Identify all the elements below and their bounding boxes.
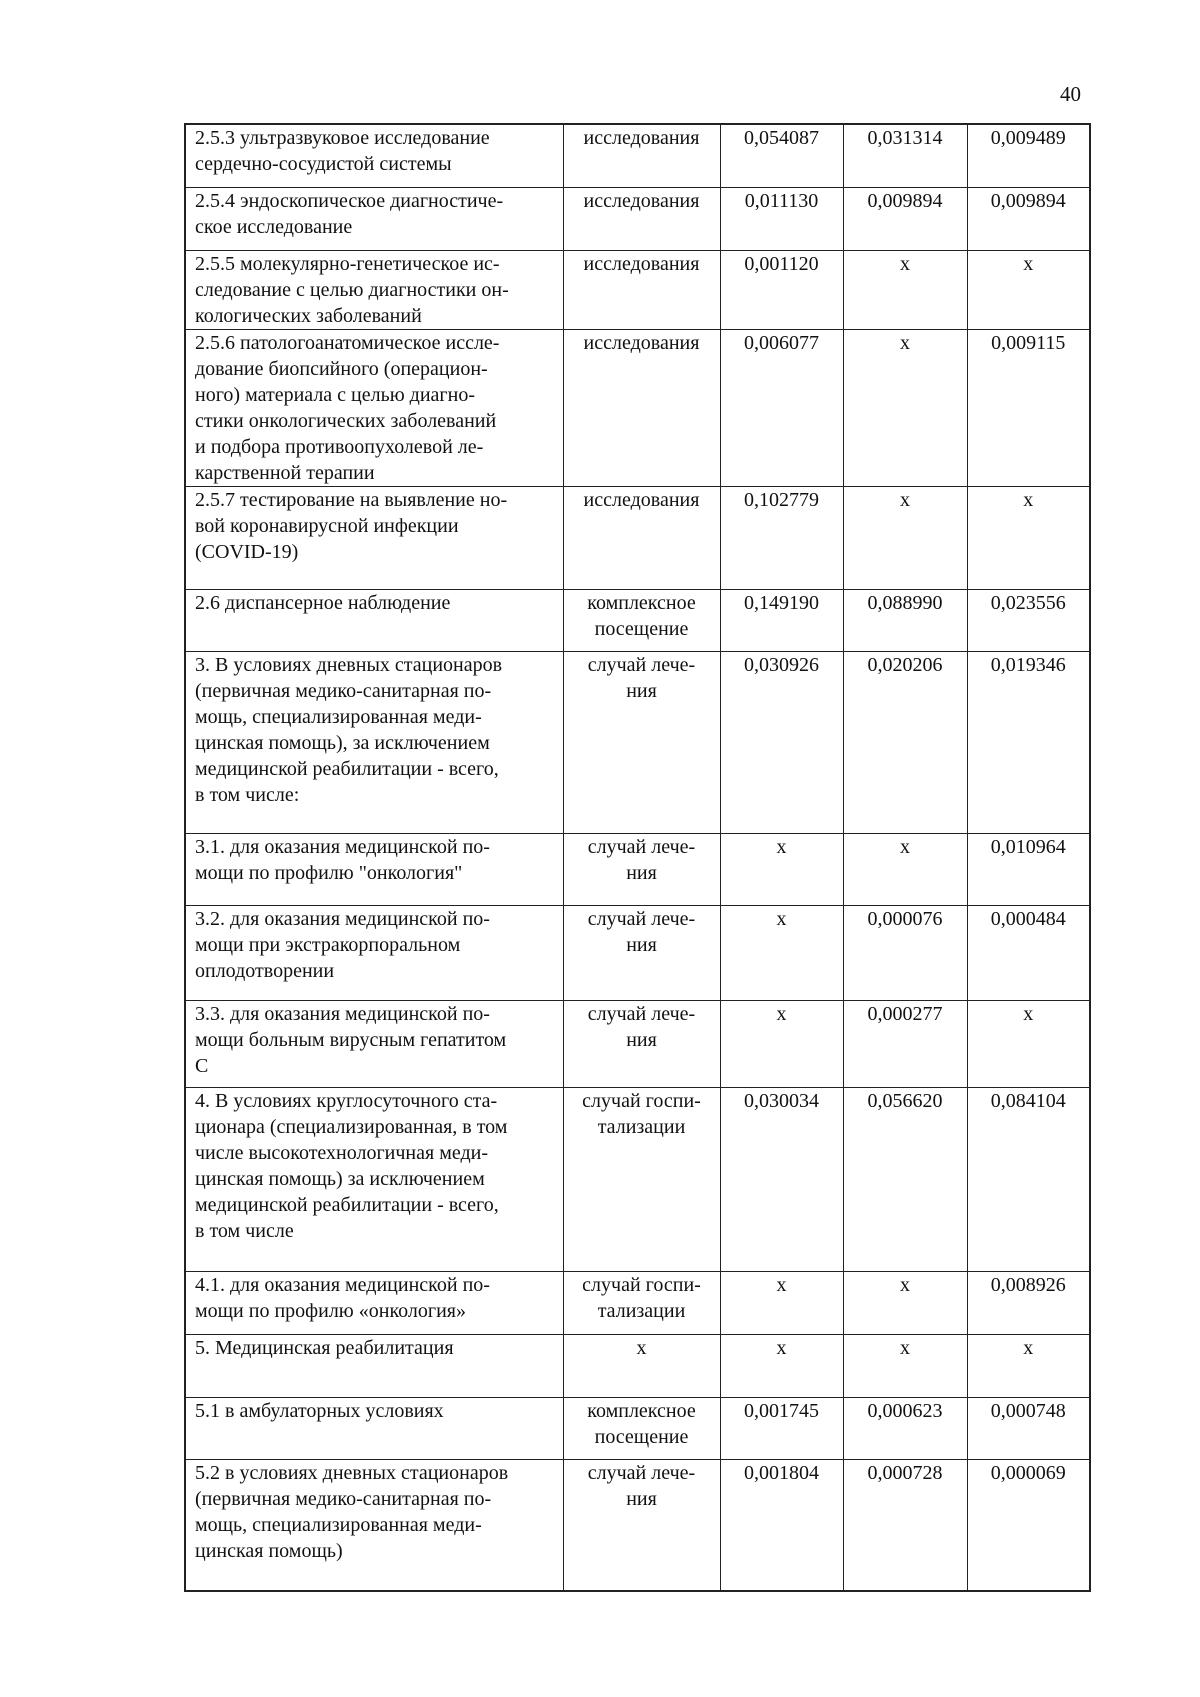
value-cell-2 bbox=[843, 187, 967, 250]
value-2: х bbox=[900, 835, 910, 858]
value-1: 0,011130 bbox=[744, 189, 819, 212]
row-label: 3.2. для оказания медицинской по- мощи при экстракорпоральном оплодотворении bbox=[195, 907, 490, 982]
unit-label: комплексное посещение bbox=[587, 1399, 696, 1448]
row-label: 3.1. для оказания медицинской по- мощи по профилю "онкология" bbox=[195, 835, 490, 884]
value-cell-3 bbox=[967, 1334, 1090, 1397]
value-3: х bbox=[1023, 252, 1034, 275]
value-cell-2 bbox=[843, 1087, 967, 1271]
row-label-cell bbox=[185, 905, 563, 1000]
value-3: х bbox=[1023, 488, 1034, 511]
value-cell-2 bbox=[843, 1271, 967, 1334]
value-cell-1 bbox=[720, 486, 843, 589]
value-3: 0,009115 bbox=[991, 331, 1066, 354]
value-2: 0,000076 bbox=[867, 907, 943, 930]
page-number: 40 bbox=[1060, 82, 1081, 106]
table-row bbox=[185, 589, 1090, 651]
unit-label: случай лече- ния bbox=[587, 835, 696, 884]
value-cell-3 bbox=[967, 1397, 1090, 1459]
value-3: 0,009894 bbox=[990, 189, 1066, 212]
row-label-cell bbox=[185, 124, 563, 187]
table-row bbox=[185, 651, 1090, 833]
row-label-cell bbox=[185, 1397, 563, 1459]
row-label: 2.5.4 эндоскопическое диагностиче- ское исследование bbox=[195, 189, 504, 238]
unit-cell bbox=[563, 124, 720, 187]
table-row bbox=[185, 486, 1090, 589]
unit-label: исследования bbox=[583, 488, 700, 511]
row-label-cell bbox=[185, 329, 563, 486]
unit-label: случай лече- ния bbox=[587, 653, 696, 702]
value-1: 0,102779 bbox=[744, 488, 819, 511]
value-cell-1 bbox=[720, 905, 843, 1000]
row-label: 4.1. для оказания медицинской по- мощи по профилю «онкология» bbox=[195, 1273, 490, 1322]
value-cell-3 bbox=[967, 651, 1090, 833]
value-cell-1 bbox=[720, 1334, 843, 1397]
value-3: 0,023556 bbox=[990, 591, 1066, 614]
value-2: 0,000623 bbox=[867, 1399, 943, 1422]
table-row bbox=[185, 1459, 1090, 1591]
value-1: 0,149190 bbox=[744, 591, 819, 614]
value-cell-1 bbox=[720, 329, 843, 486]
unit-label: случай госпи- тализации bbox=[582, 1273, 701, 1322]
unit-cell bbox=[563, 1397, 720, 1459]
value-3: х bbox=[1023, 1336, 1034, 1359]
value-1: 0,001745 bbox=[744, 1399, 819, 1422]
value-cell-3 bbox=[967, 589, 1090, 651]
value-1: х bbox=[776, 1273, 787, 1296]
value-3: 0,000748 bbox=[990, 1399, 1066, 1422]
table-row bbox=[185, 124, 1090, 187]
row-label-cell bbox=[185, 250, 563, 329]
value-cell-2 bbox=[843, 651, 967, 833]
table-row bbox=[185, 1334, 1090, 1397]
row-label-cell bbox=[185, 1087, 563, 1271]
unit-cell bbox=[563, 905, 720, 1000]
value-cell-3 bbox=[967, 905, 1090, 1000]
value-cell-3 bbox=[967, 329, 1090, 486]
value-cell-2 bbox=[843, 1459, 967, 1591]
value-2: х bbox=[900, 1336, 910, 1359]
value-2: х bbox=[900, 252, 910, 275]
value-cell-1 bbox=[720, 589, 843, 651]
unit-label: х bbox=[636, 1336, 647, 1359]
value-cell-1 bbox=[720, 187, 843, 250]
row-label-cell bbox=[185, 651, 563, 833]
unit-cell bbox=[563, 1271, 720, 1334]
row-label: 4. В условиях круглосуточного ста- ционара (специализированная, в том числе высокотехнологичная меди- цинская помощь) за исключением медицинской реабилитации - всего, в том числе bbox=[195, 1089, 508, 1242]
value-cell-1 bbox=[720, 1459, 843, 1591]
table-row bbox=[185, 1000, 1090, 1087]
row-label: 3.3. для оказания медицинской по- мощи больным вирусным гепатитом С bbox=[195, 1002, 507, 1077]
unit-cell bbox=[563, 1459, 720, 1591]
unit-cell bbox=[563, 486, 720, 589]
row-label-cell bbox=[185, 1000, 563, 1087]
row-label: 2.5.6 патологоанатомическое иссле- дование биопсийного (операцион- ного) материала с целью диагно- стики онкологических заболеваний и подбора противоопухолевой ле- карственной терапии bbox=[195, 331, 500, 484]
value-2: 0,000728 bbox=[867, 1461, 943, 1484]
value-cell-1 bbox=[720, 1271, 843, 1334]
value-3: 0,084104 bbox=[990, 1089, 1066, 1112]
unit-label: исследования bbox=[583, 331, 700, 354]
value-cell-2 bbox=[843, 1334, 967, 1397]
value-3: 0,009489 bbox=[990, 127, 1066, 149]
value-cell-1 bbox=[720, 1397, 843, 1459]
value-1: х bbox=[776, 1336, 787, 1359]
value-3: 0,010964 bbox=[990, 835, 1066, 858]
value-cell-2 bbox=[843, 250, 967, 329]
row-label: 5.1 в амбулаторных условиях bbox=[195, 1399, 444, 1422]
indicators-table bbox=[184, 123, 1091, 1592]
value-cell-1 bbox=[720, 124, 843, 187]
row-label-cell bbox=[185, 1334, 563, 1397]
value-cell-3 bbox=[967, 1459, 1090, 1591]
value-cell-2 bbox=[843, 1000, 967, 1087]
value-2: 0,009894 bbox=[867, 189, 943, 212]
row-label-cell bbox=[185, 187, 563, 250]
unit-label: случай лече- ния bbox=[587, 1002, 696, 1051]
value-1: х bbox=[776, 835, 787, 858]
table-body bbox=[185, 124, 1090, 1591]
table-row bbox=[185, 1271, 1090, 1334]
value-2: 0,000277 bbox=[867, 1002, 943, 1025]
value-1: х bbox=[776, 1002, 787, 1025]
value-cell-3 bbox=[967, 1000, 1090, 1087]
unit-cell bbox=[563, 1000, 720, 1087]
unit-cell bbox=[563, 589, 720, 651]
value-cell-2 bbox=[843, 486, 967, 589]
unit-cell bbox=[563, 1087, 720, 1271]
value-cell-1 bbox=[720, 1000, 843, 1087]
unit-cell bbox=[563, 1334, 720, 1397]
value-2: 0,056620 bbox=[867, 1089, 943, 1112]
value-1: 0,054087 bbox=[744, 127, 819, 149]
value-1: 0,001804 bbox=[744, 1461, 819, 1484]
value-cell-2 bbox=[843, 589, 967, 651]
row-label: 2.6 диспансерное наблюдение bbox=[195, 591, 451, 614]
value-2: х bbox=[900, 1273, 910, 1296]
value-2: х bbox=[900, 488, 910, 511]
table-row bbox=[185, 1087, 1090, 1271]
unit-label: исследования bbox=[583, 252, 700, 275]
row-label: 2.5.5 молекулярно-генетическое ис- следование с целью диагностики он- кологических заболеваний bbox=[195, 252, 509, 327]
value-1: х bbox=[776, 907, 787, 930]
row-label: 2.5.3 ультразвуковое исследование сердечно-сосудистой системы bbox=[195, 127, 490, 175]
value-cell-3 bbox=[967, 124, 1090, 187]
unit-cell bbox=[563, 187, 720, 250]
unit-label: комплексное посещение bbox=[587, 591, 696, 640]
row-label: 3. В условиях дневных стационаров (первичная медико-санитарная по- мощь, специализированная меди- цинская помощь), за исключением медицинской реабилитации - всего, в том числе: bbox=[195, 653, 503, 806]
value-1: 0,006077 bbox=[744, 331, 819, 354]
value-cell-2 bbox=[843, 329, 967, 486]
value-1: 0,001120 bbox=[744, 252, 819, 275]
row-label: 2.5.7 тестирование на выявление но- вой коронавирусной инфекции (COVID-19) bbox=[195, 488, 508, 563]
unit-label: случай госпи- тализации bbox=[582, 1089, 701, 1138]
unit-cell bbox=[563, 250, 720, 329]
value-2: х bbox=[900, 331, 910, 354]
value-2: 0,031314 bbox=[867, 127, 943, 149]
row-label: 5.2 в условиях дневных стационаров (первичная медико-санитарная по- мощь, специализированная меди- цинская помощь) bbox=[195, 1461, 509, 1562]
value-cell-3 bbox=[967, 486, 1090, 589]
value-cell-1 bbox=[720, 250, 843, 329]
value-cell-2 bbox=[843, 905, 967, 1000]
row-label-cell bbox=[185, 486, 563, 589]
unit-label: случай лече- ния bbox=[587, 907, 696, 956]
value-cell-1 bbox=[720, 651, 843, 833]
row-label-cell bbox=[185, 1459, 563, 1591]
unit-label: исследования bbox=[583, 127, 700, 149]
unit-cell bbox=[563, 329, 720, 486]
value-cell-1 bbox=[720, 1087, 843, 1271]
value-1: 0,030926 bbox=[744, 653, 819, 676]
row-label-cell bbox=[185, 589, 563, 651]
table-row bbox=[185, 329, 1090, 486]
value-cell-3 bbox=[967, 1087, 1090, 1271]
value-2: 0,088990 bbox=[867, 591, 943, 614]
row-label: 5. Медицинская реабилитация bbox=[195, 1336, 454, 1359]
unit-cell bbox=[563, 651, 720, 833]
table-row bbox=[185, 187, 1090, 250]
row-label-cell bbox=[185, 833, 563, 905]
table-row bbox=[185, 1397, 1090, 1459]
unit-cell bbox=[563, 833, 720, 905]
value-cell-3 bbox=[967, 250, 1090, 329]
value-cell-2 bbox=[843, 833, 967, 905]
value-cell-1 bbox=[720, 833, 843, 905]
value-cell-2 bbox=[843, 124, 967, 187]
value-2: 0,020206 bbox=[867, 653, 943, 676]
value-cell-3 bbox=[967, 1271, 1090, 1334]
value-3: 0,000484 bbox=[990, 907, 1066, 930]
row-label-cell bbox=[185, 1271, 563, 1334]
table-row bbox=[185, 905, 1090, 1000]
table-row bbox=[185, 250, 1090, 329]
value-3: 0,019346 bbox=[990, 653, 1066, 676]
value-cell-3 bbox=[967, 187, 1090, 250]
value-3: 0,000069 bbox=[990, 1461, 1066, 1484]
value-3: х bbox=[1023, 1002, 1034, 1025]
value-3: 0,008926 bbox=[990, 1273, 1066, 1296]
table-row bbox=[185, 833, 1090, 905]
value-cell-3 bbox=[967, 833, 1090, 905]
unit-label: исследования bbox=[583, 189, 700, 212]
value-cell-2 bbox=[843, 1397, 967, 1459]
value-1: 0,030034 bbox=[744, 1089, 819, 1112]
unit-label: случай лече- ния bbox=[587, 1461, 696, 1510]
